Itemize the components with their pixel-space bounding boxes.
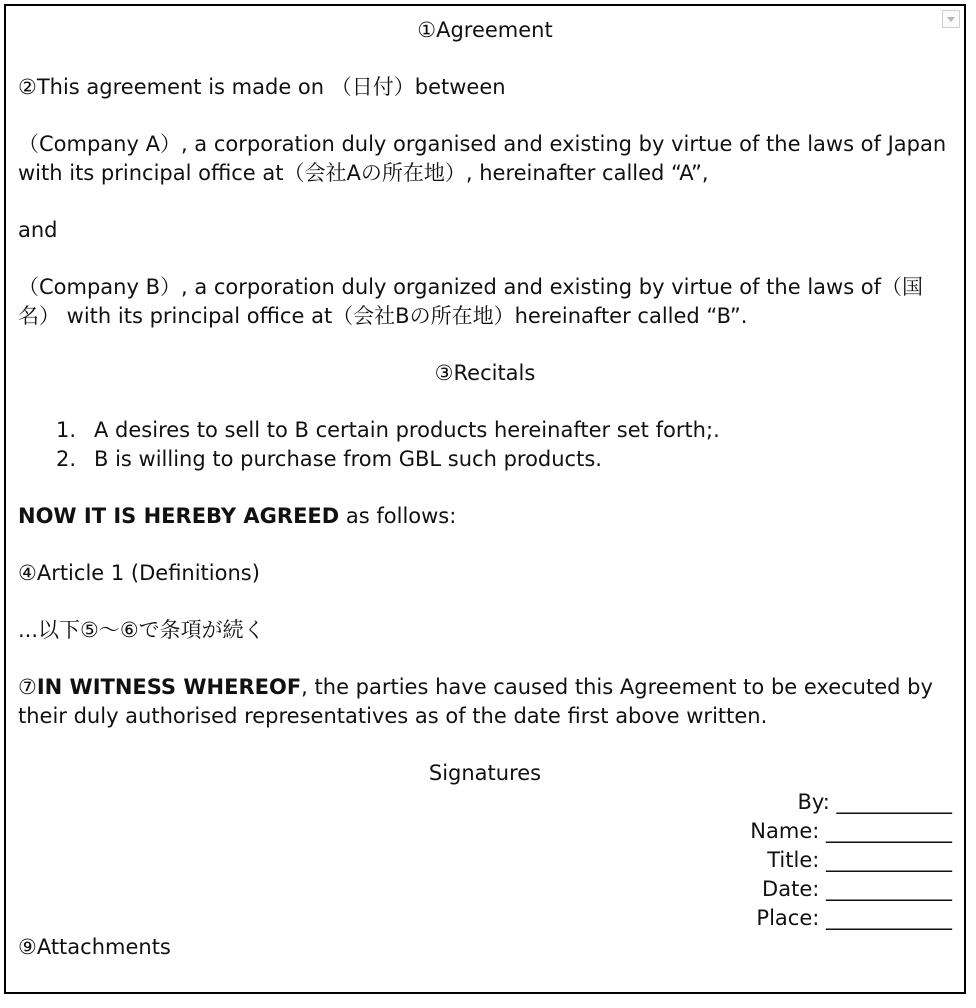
recital-item (18, 416, 952, 445)
witness-paragraph (18, 673, 952, 731)
article-1-heading: ④Article 1 (Definitions) (18, 561, 260, 585)
agreement-title: ①Agreement (417, 18, 553, 42)
agreement-document (18, 16, 952, 962)
signatures-title: Signatures (428, 761, 542, 785)
and-paragraph: and (18, 218, 58, 242)
signature-line-title: Title: ____________ (767, 848, 952, 872)
recital-text: B is willing to purchase from GBL such products. (94, 447, 602, 471)
recital-item (18, 445, 952, 474)
document-frame (4, 4, 966, 994)
recital-number: 2. (56, 447, 77, 471)
signature-line-name: Name: ____________ (750, 819, 952, 843)
signature-line-date: Date: ____________ (762, 877, 952, 901)
agreed-rest: as follows: (339, 504, 457, 528)
attachments-heading: ⑨Attachments (18, 935, 171, 959)
witness-bold: IN WITNESS WHEREOF (36, 675, 302, 699)
party-a-paragraph: （Company A）, a corporation duly organised and existing by virtue of the laws of Japan with its principal office at（会社Aの所在地）, hereinafter called “A”, (18, 132, 947, 185)
signature-line-place: Place: ____________ (756, 906, 952, 930)
continued-note: ...以下⑤〜⑥で条項が続く (18, 618, 265, 642)
recitals-list (18, 416, 952, 474)
made-on-paragraph: ②This agreement is made on （日付）between (18, 75, 506, 99)
witness-rest: , the parties have caused this Agreement to be executed by their duly authorised representatives as of the date first above written. (18, 675, 933, 728)
recital-number: 1. (56, 418, 77, 442)
recitals-title: ③Recitals (434, 361, 536, 385)
signature-line-by: By: ___________ (797, 790, 952, 814)
agreed-bold: NOW IT IS HEREBY AGREED (18, 504, 340, 528)
signature-block (18, 788, 952, 933)
agreed-paragraph (18, 502, 952, 531)
party-b-paragraph: （Company B）, a corporation duly organized and existing by virtue of the laws of（国名） with its principal office at（会社Bの所在地）hereinafter called “B”. (18, 275, 924, 328)
recital-text: A desires to sell to B certain products hereinafter set forth;. (94, 418, 720, 442)
witness-prefix: ⑦ (18, 675, 37, 699)
